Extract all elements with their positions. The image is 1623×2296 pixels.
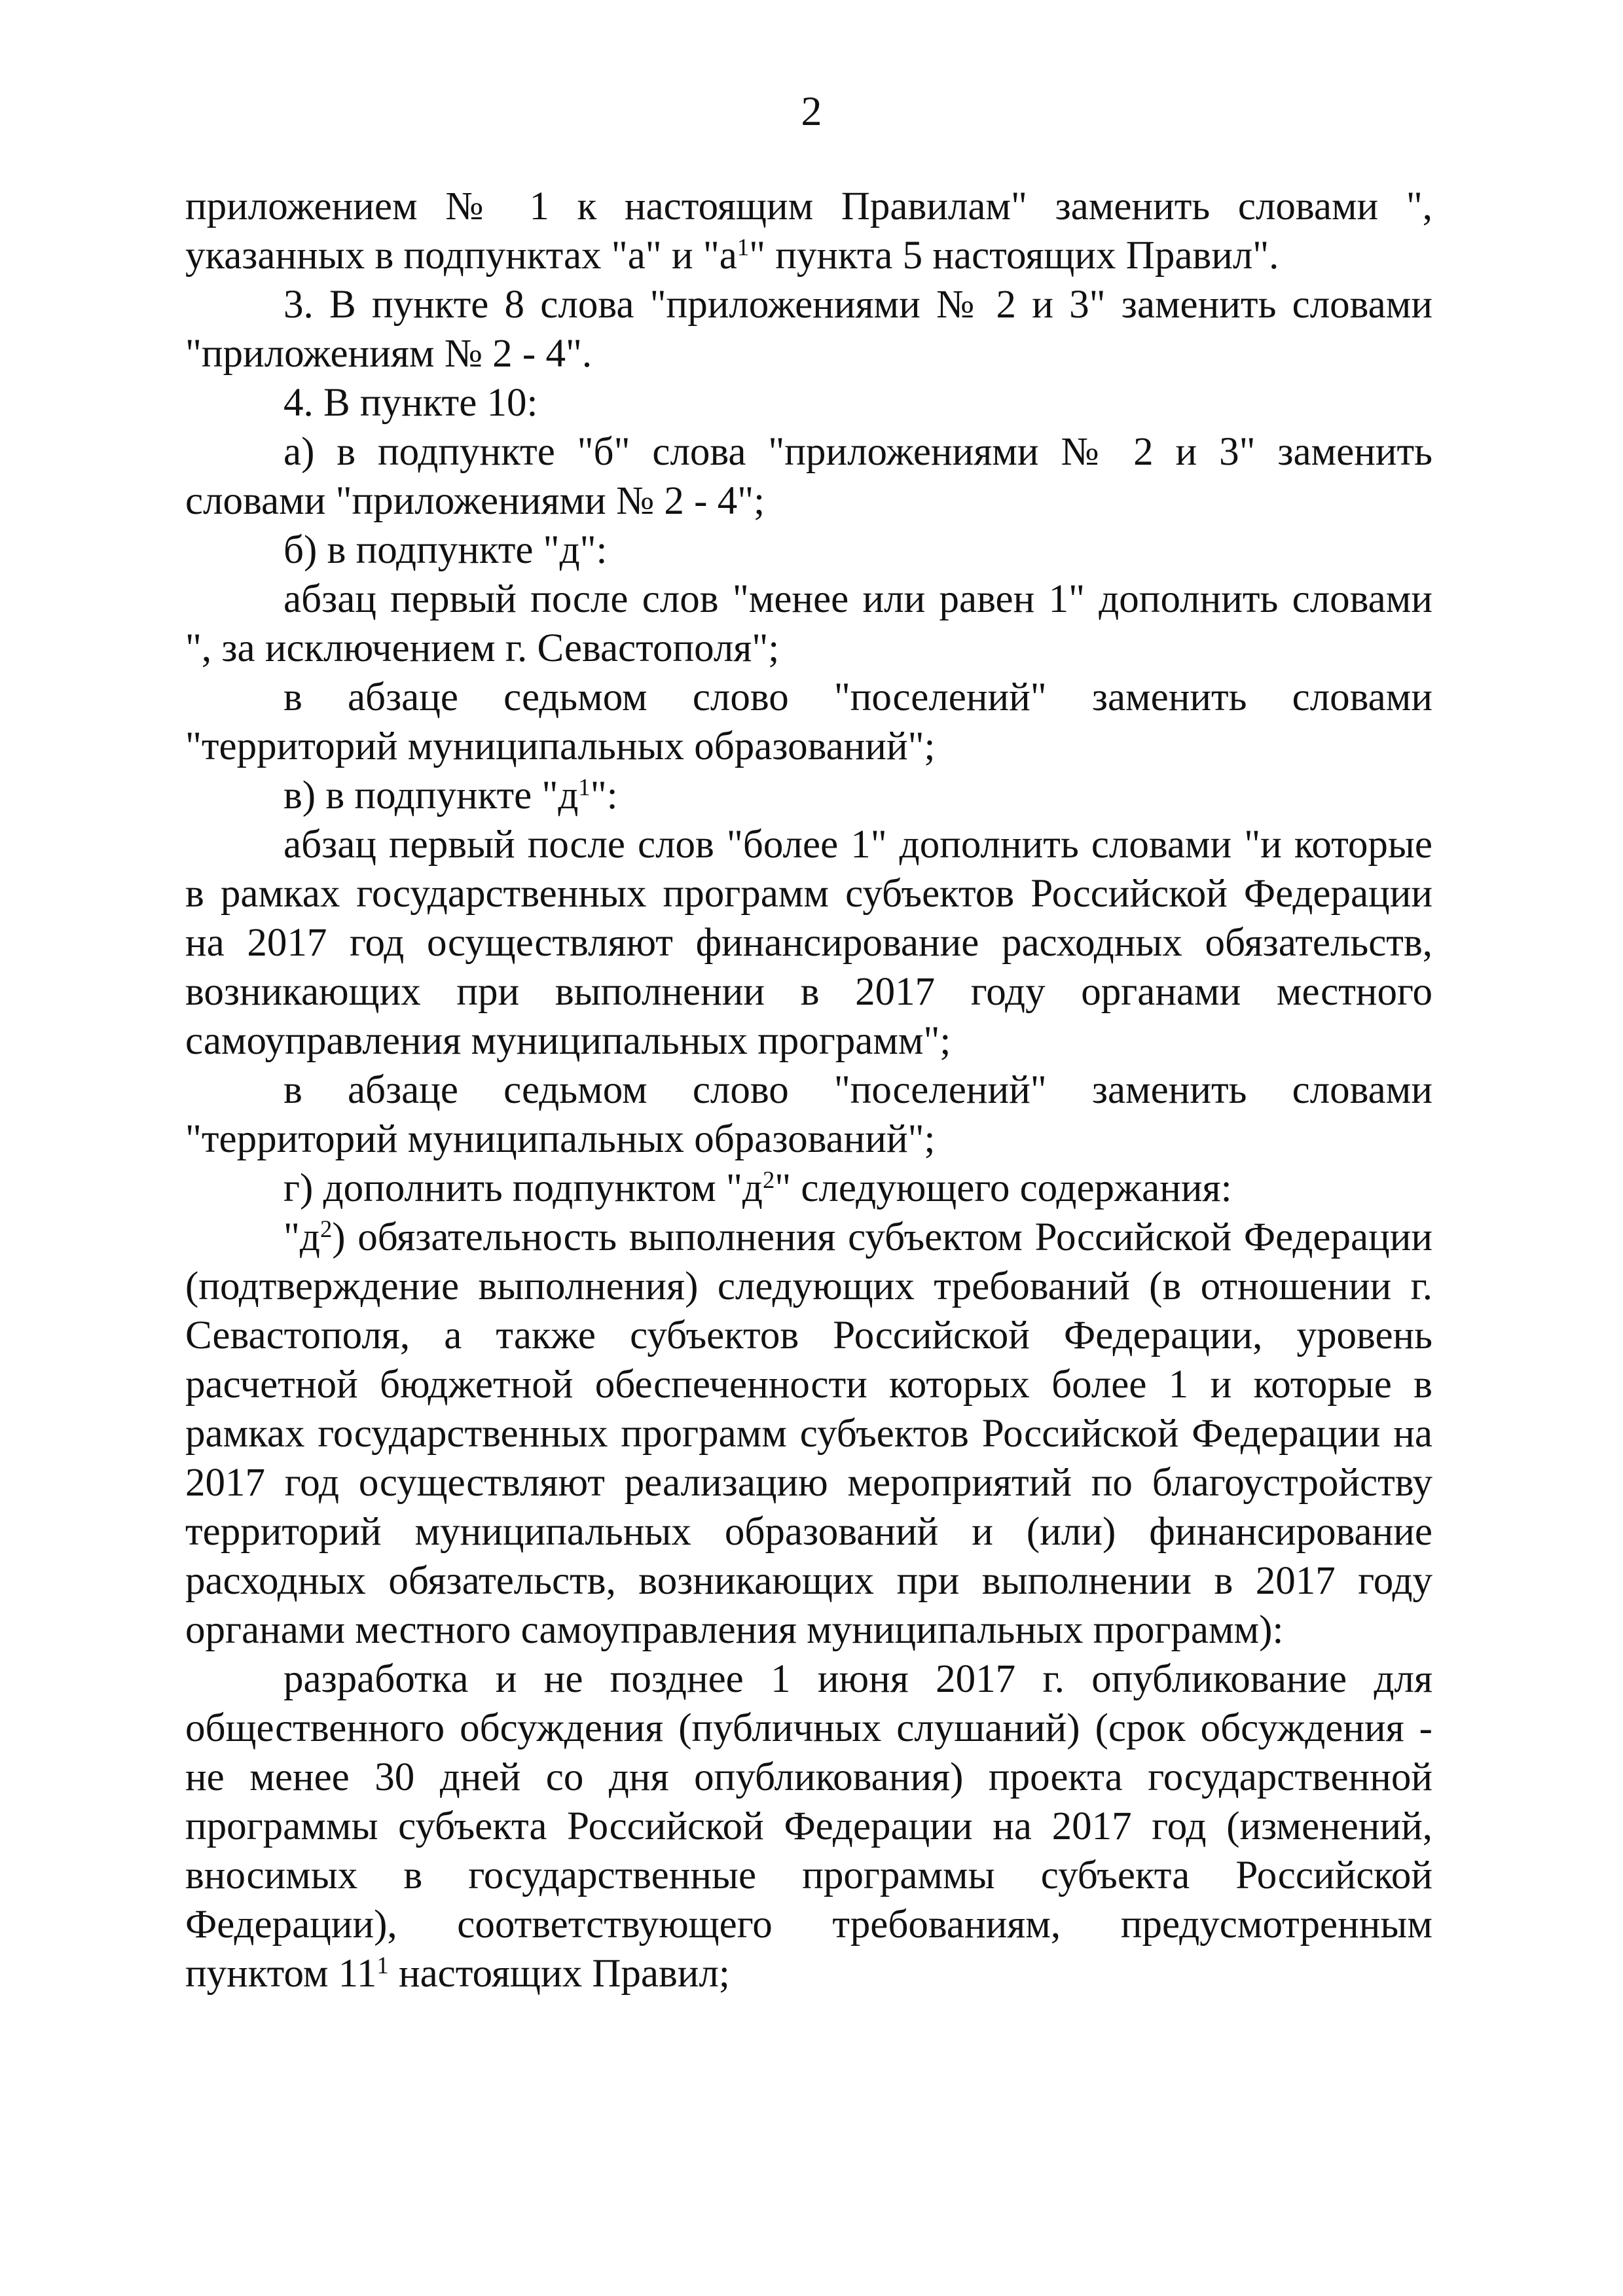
superscript: 1	[578, 773, 591, 800]
text-run: настоящих Правил;	[388, 1952, 730, 1996]
text-run: абзац первый после слов "менее или равен 1" дополнить словами ", за исключением г. Севастополя";	[185, 577, 1432, 670]
text-run: абзац первый после слов "более 1" дополнить словами "и которые в рамках государственных программ субъектов Российской Федерации на 2017 год осуществляют финансирование расходных обязательств, возникающих при выполнении в 2017 году органами местного самоуправления муниципальных программ";	[185, 823, 1432, 1063]
text-run: в абзаце седьмом слово "поселений" заменить словами "территорий муниципальных образований";	[185, 675, 1432, 768]
text-run: а) в подпункте "б" слова "приложениями № 2 и 3" заменить словами "приложениями № 2 - 4";	[185, 430, 1432, 523]
text-run: б) в подпункте "д":	[283, 528, 608, 572]
text-run: ":	[590, 774, 618, 817]
paragraph	[185, 1164, 1432, 1213]
text-run: " пункта 5 настоящих Правил".	[749, 234, 1279, 278]
text-run: разработка и не позднее 1 июня 2017 г. опубликование для общественного обсуждения (публичных слушаний) (срок обсуждения - не менее 30 дней со дня опубликования) проекта государственной программы субъекта Российской Федерации на 2017 год (изменений, вносимых в государственные программы субъекта Российской Федерации), соответствующего требованиям, предусмотренным пунктом 11	[185, 1657, 1432, 1996]
paragraph	[185, 182, 1432, 280]
text-run: 4. В пункте 10:	[283, 381, 538, 425]
paragraph	[185, 378, 1432, 427]
paragraph	[185, 1213, 1432, 1655]
superscript: 2	[319, 1215, 333, 1242]
text-run: в) в подпункте "д	[283, 774, 579, 817]
text-run: 3. В пункте 8 слова "приложениями № 2 и 3" заменить словами "приложениям № 2 - 4".	[185, 283, 1432, 376]
text-run: "д	[283, 1215, 320, 1259]
paragraph	[185, 427, 1432, 526]
text-run: " следующего содержания:	[775, 1166, 1232, 1210]
text-run: г) дополнить подпунктом "д	[283, 1166, 763, 1210]
superscript: 2	[762, 1166, 775, 1193]
paragraph	[185, 1655, 1432, 1998]
text-run: ) обязательность выполнения субъектом Российской Федерации (подтверждение выполнения) следующих требований (в отношении г. Севастополя, а также субъектов Российской Федерации, уровень расчетной бюджетной обеспеченности которых более 1 и которые в рамках государственных программ субъектов Российской Федерации на 2017 год осуществляют реализацию мероприятий по благоустройству территорий муниципальных образований и (или) финансирование расходных обязательств, возникающих при выполнении в 2017 году органами местного самоуправления муниципальных программ):	[185, 1215, 1432, 1652]
paragraph	[185, 280, 1432, 378]
text-run: в абзаце седьмом слово "поселений" заменить словами "территорий муниципальных образований";	[185, 1068, 1432, 1161]
superscript: 1	[376, 1951, 389, 1979]
paragraph	[185, 575, 1432, 673]
paragraph	[185, 526, 1432, 575]
page-number: 2	[801, 88, 822, 134]
paragraph	[185, 771, 1432, 820]
superscript: 1	[737, 233, 750, 260]
paragraph	[185, 673, 1432, 771]
paragraph	[185, 820, 1432, 1066]
document-body	[185, 182, 1432, 1998]
paragraph	[185, 1066, 1432, 1164]
text-run: приложением № 1 к настоящим Правилам" заменить словами ", указанных в подпунктах "а" и "а	[185, 185, 1432, 278]
